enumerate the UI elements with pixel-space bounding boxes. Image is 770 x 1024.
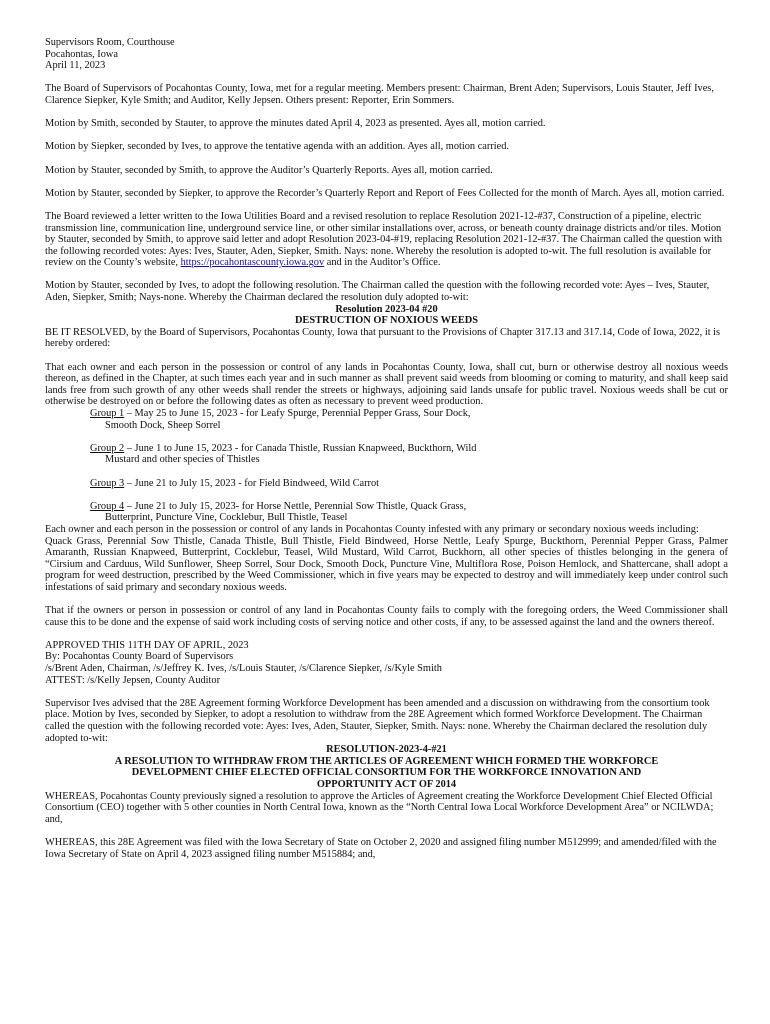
header-location: Supervisors Room, Courthouse bbox=[45, 37, 175, 48]
resolution-20-number: Resolution 2023-04 #20 bbox=[335, 303, 438, 315]
resolution-21-title-3: OPPORTUNITY ACT OF 2014 bbox=[316, 779, 457, 790]
header-city: Pocahontas, Iowa bbox=[45, 48, 118, 60]
resolution-21-title-1: A RESOLUTION TO WITHDRAW FROM THE ARTICLES OF AGREEMENT WHICH FORMED THE WORKFORCE bbox=[114, 755, 659, 767]
utilities-text: The Board reviewed a letter written to the Iowa Utilities Board and a revised resolution to replace Resolution 2021-12-#37, Construction of a pipeline, electric transmission line, communication line, underground service line, or other similar installations over, across, or beneath county drainage districts and/or tiles. Motion by Stauter, seconded by Smith, to approve said letter and adopt Resolution 2023-04-#19, replacing Resolution 2021-12-#37. The Chairman called the question with the following recorded votes: Ayes: Ives, Stauter, Aden, Siepker, Smith. Nays: none. Whereby the resolution is adopted to-wit. The full resolution is available for review on the County’s website, bbox=[45, 210, 723, 269]
county-website-link[interactable]: https://pocahontascounty.iowa.gov bbox=[180, 257, 325, 269]
workforce-motion: Supervisor Ives advised that the 28E Agreement forming Workforce Development has been amended and a discussion on withdrawing from the consortium took place. Motion by Ives, seconded by Siepker, to adopt a resolution to withdraw from the 28E Agreement which formed Workforce Development. The Chairman called the question with the following recorded vote: Ayes: Ives, Aden, Stauter, Siepker, Smith. Nays: none. Whereby the Chairman declared the resolution duly adopted to-wit: bbox=[45, 697, 710, 744]
whereas-1: WHEREAS, Pocahontas County previously signed a resolution to approve the Articles of Agreement creating the Workforce Development Chief Elected Official Consortium (CEO) together with 5 other counties in North Central Iowa, known as the “North Central Iowa Local Workforce Development Area” or NCILWDA; and, bbox=[45, 790, 714, 825]
weeds-motion: Motion by Stauter, seconded by Ives, to adopt the following resolution. The Chairman called the question with the following recorded vote: Ayes – Ives, Stauter, Aden, Siepker, Smith; Nays-none. Whereby the Chairman declared the resolution duly adopted to-wit: bbox=[45, 280, 710, 304]
weed-group-1-label: Group 1 bbox=[90, 408, 125, 419]
minutes-content bbox=[45, 37, 728, 860]
approved-by: By: Pocahontas County Board of Supervisors bbox=[45, 651, 234, 663]
weed-group-2-text: – June 1 to June 15, 2023 - for Canada Thistle, Russian Knapweed, Buckthorn, Wild bbox=[124, 442, 477, 454]
utilities-paragraph bbox=[45, 211, 728, 269]
motion-recorder-report: Motion by Stauter, seconded by Siepker, to approve the Recorder’s Quarterly Report and Report of Fees Collected for the month of March. Ayes all, motion carried. bbox=[45, 187, 725, 199]
weed-group-3-label: Group 3 bbox=[90, 477, 125, 489]
weed-group-4-continued: Butterprint, Puncture Vine, Cocklebur, Bull Thistle, Teasel bbox=[105, 512, 348, 524]
weed-group-4-label: Group 4 bbox=[90, 500, 125, 512]
weed-group-2 bbox=[90, 443, 728, 455]
weed-group-3-text: – June 21 to July 15, 2023 - for Field Bindweed, Wild Carrot bbox=[124, 477, 380, 489]
motion-minutes: Motion by Smith, seconded by Stauter, to approve the minutes dated April 4, 2023 as presented. Ayes all, motion carried. bbox=[45, 118, 546, 130]
resolution-20-be-it-resolved: BE IT RESOLVED, by the Board of Supervisors, Pocahontas County, Iowa that pursuant to the Provisions of Chapter 317.13 and 317.14, Code of Iowa, 2022, it is hereby ordered: bbox=[45, 326, 721, 350]
weed-group-2-continued: Mustard and other species of Thistles bbox=[105, 454, 260, 466]
attest-line: ATTEST: /s/Kelly Jepsen, County Auditor bbox=[45, 674, 221, 686]
resolution-20-title: DESTRUCTION OF NOXIOUS WEEDS bbox=[294, 315, 479, 327]
weed-group-4-text: – June 21 to July 15, 2023- for Horse Nettle, Perennial Sow Thistle, Quack Grass, bbox=[124, 500, 467, 512]
header-date: April 11, 2023 bbox=[45, 60, 106, 72]
signatures-line: /s/Brent Aden, Chairman, /s/Jeffrey K. Ives, /s/Louis Stauter, /s/Clarence Siepker, /s/Kyle Smith bbox=[45, 663, 442, 675]
infested-paragraph: Each owner and each person in the possession or control of any lands in Pocahontas County infested with any primary or secondary noxious weeds including: bbox=[45, 523, 699, 535]
weed-group-2-label: Group 2 bbox=[90, 442, 125, 454]
utilities-tail: and in the Auditor’s Office. bbox=[324, 257, 441, 269]
resolution-21-number: RESOLUTION-2023-4-#21 bbox=[326, 744, 447, 756]
resolution-20-body: That each owner and each person in the possession or control of any lands in Pocahontas County, Iowa, shall cut, burn or otherwise destroy all noxious weeds thereon, as defined in the Chapter, at such times each year and in such manner as shall prevent said weeds from blooming or coming to maturity, and shall keep said lands free from such growth of any other weeds shall render the streets or highways, adjoining said lands unsafe for public travel. Noxious weeds shall be cut or otherwise be destroyed on or before the following dates as often as necessary to prevent weed production. bbox=[45, 361, 728, 408]
weed-group-3 bbox=[90, 478, 728, 490]
species-paragraph: Quack Grass, Perennial Sow Thistle, Canada Thistle, Bull Thistle, Field Bindweed, Horse Nettle, Leafy Spurge, Buckthorn, Perennial Pepper Grass, Palmer Amaranth, Russian Knapweed, Butterprint, Cocklebur, Teasel, Wild Mustard, Wild Carrot, Buckhorn, all other species of thistles belonging in the genera of “Cirsium and Carduus, Wild Sunflower, Sheep Sorrel, Sour Dock, Smooth Dock, Puncture Vine, Multiflora Rose, Poison Hemlock, and Shattercane, shall adopt a program for weed destruction, prescribed by the Weed Commissioner, which in five years may be expected to destroy and will immediately keep under control such infestations of said primary and secondary noxious weeds. bbox=[45, 535, 728, 593]
weed-group-1-continued: Smooth Dock, Sheep Sorrel bbox=[105, 419, 221, 431]
whereas-2: WHEREAS, this 28E Agreement was filed with the Iowa Secretary of State on October 2, 2020 and assigned filing number M512999; and amended/filed with the Iowa Secretary of State on April 4, 2023 assigned filing number M515884; and, bbox=[45, 836, 717, 860]
motion-agenda: Motion by Siepker, seconded by Ives, to approve the tentative agenda with an addition. Ayes all, motion carried. bbox=[45, 141, 509, 153]
approved-line: APPROVED THIS 11TH DAY OF APRIL, 2023 bbox=[45, 639, 249, 651]
weed-group-1 bbox=[90, 408, 728, 420]
intro-paragraph: The Board of Supervisors of Pocahontas County, Iowa, met for a regular meeting. Members present: Chairman, Brent Aden; Supervisors, Louis Stauter, Jeff Ives, Clarence Siepker, Kyle Smith; and Auditor, Kelly Jepsen. Others present: Reporter, Erin Sommers. bbox=[45, 83, 714, 106]
resolution-21-title-2: DEVELOPMENT CHIEF ELECTED OFFICIAL CONSORTIUM FOR THE WORKFORCE INNOVATION AND bbox=[131, 767, 642, 779]
weed-group-1-text: – May 25 to June 15, 2023 - for Leafy Spurge, Perennial Pepper Grass, Sour Dock, bbox=[124, 408, 471, 419]
weed-group-4 bbox=[90, 501, 728, 513]
failure-paragraph: That if the owners or person in possession or control of any land in Pocahontas County fails to comply with the foregoing orders, the Weed Commissioner shall cause this to be done and the expense of said work including costs of serving notice and other costs, if any, to be assessed against the land and the owners thereof. bbox=[45, 605, 728, 628]
motion-auditor-reports: Motion by Stauter, seconded by Smith, to approve the Auditor’s Quarterly Reports. Ayes all, motion carried. bbox=[45, 164, 493, 176]
